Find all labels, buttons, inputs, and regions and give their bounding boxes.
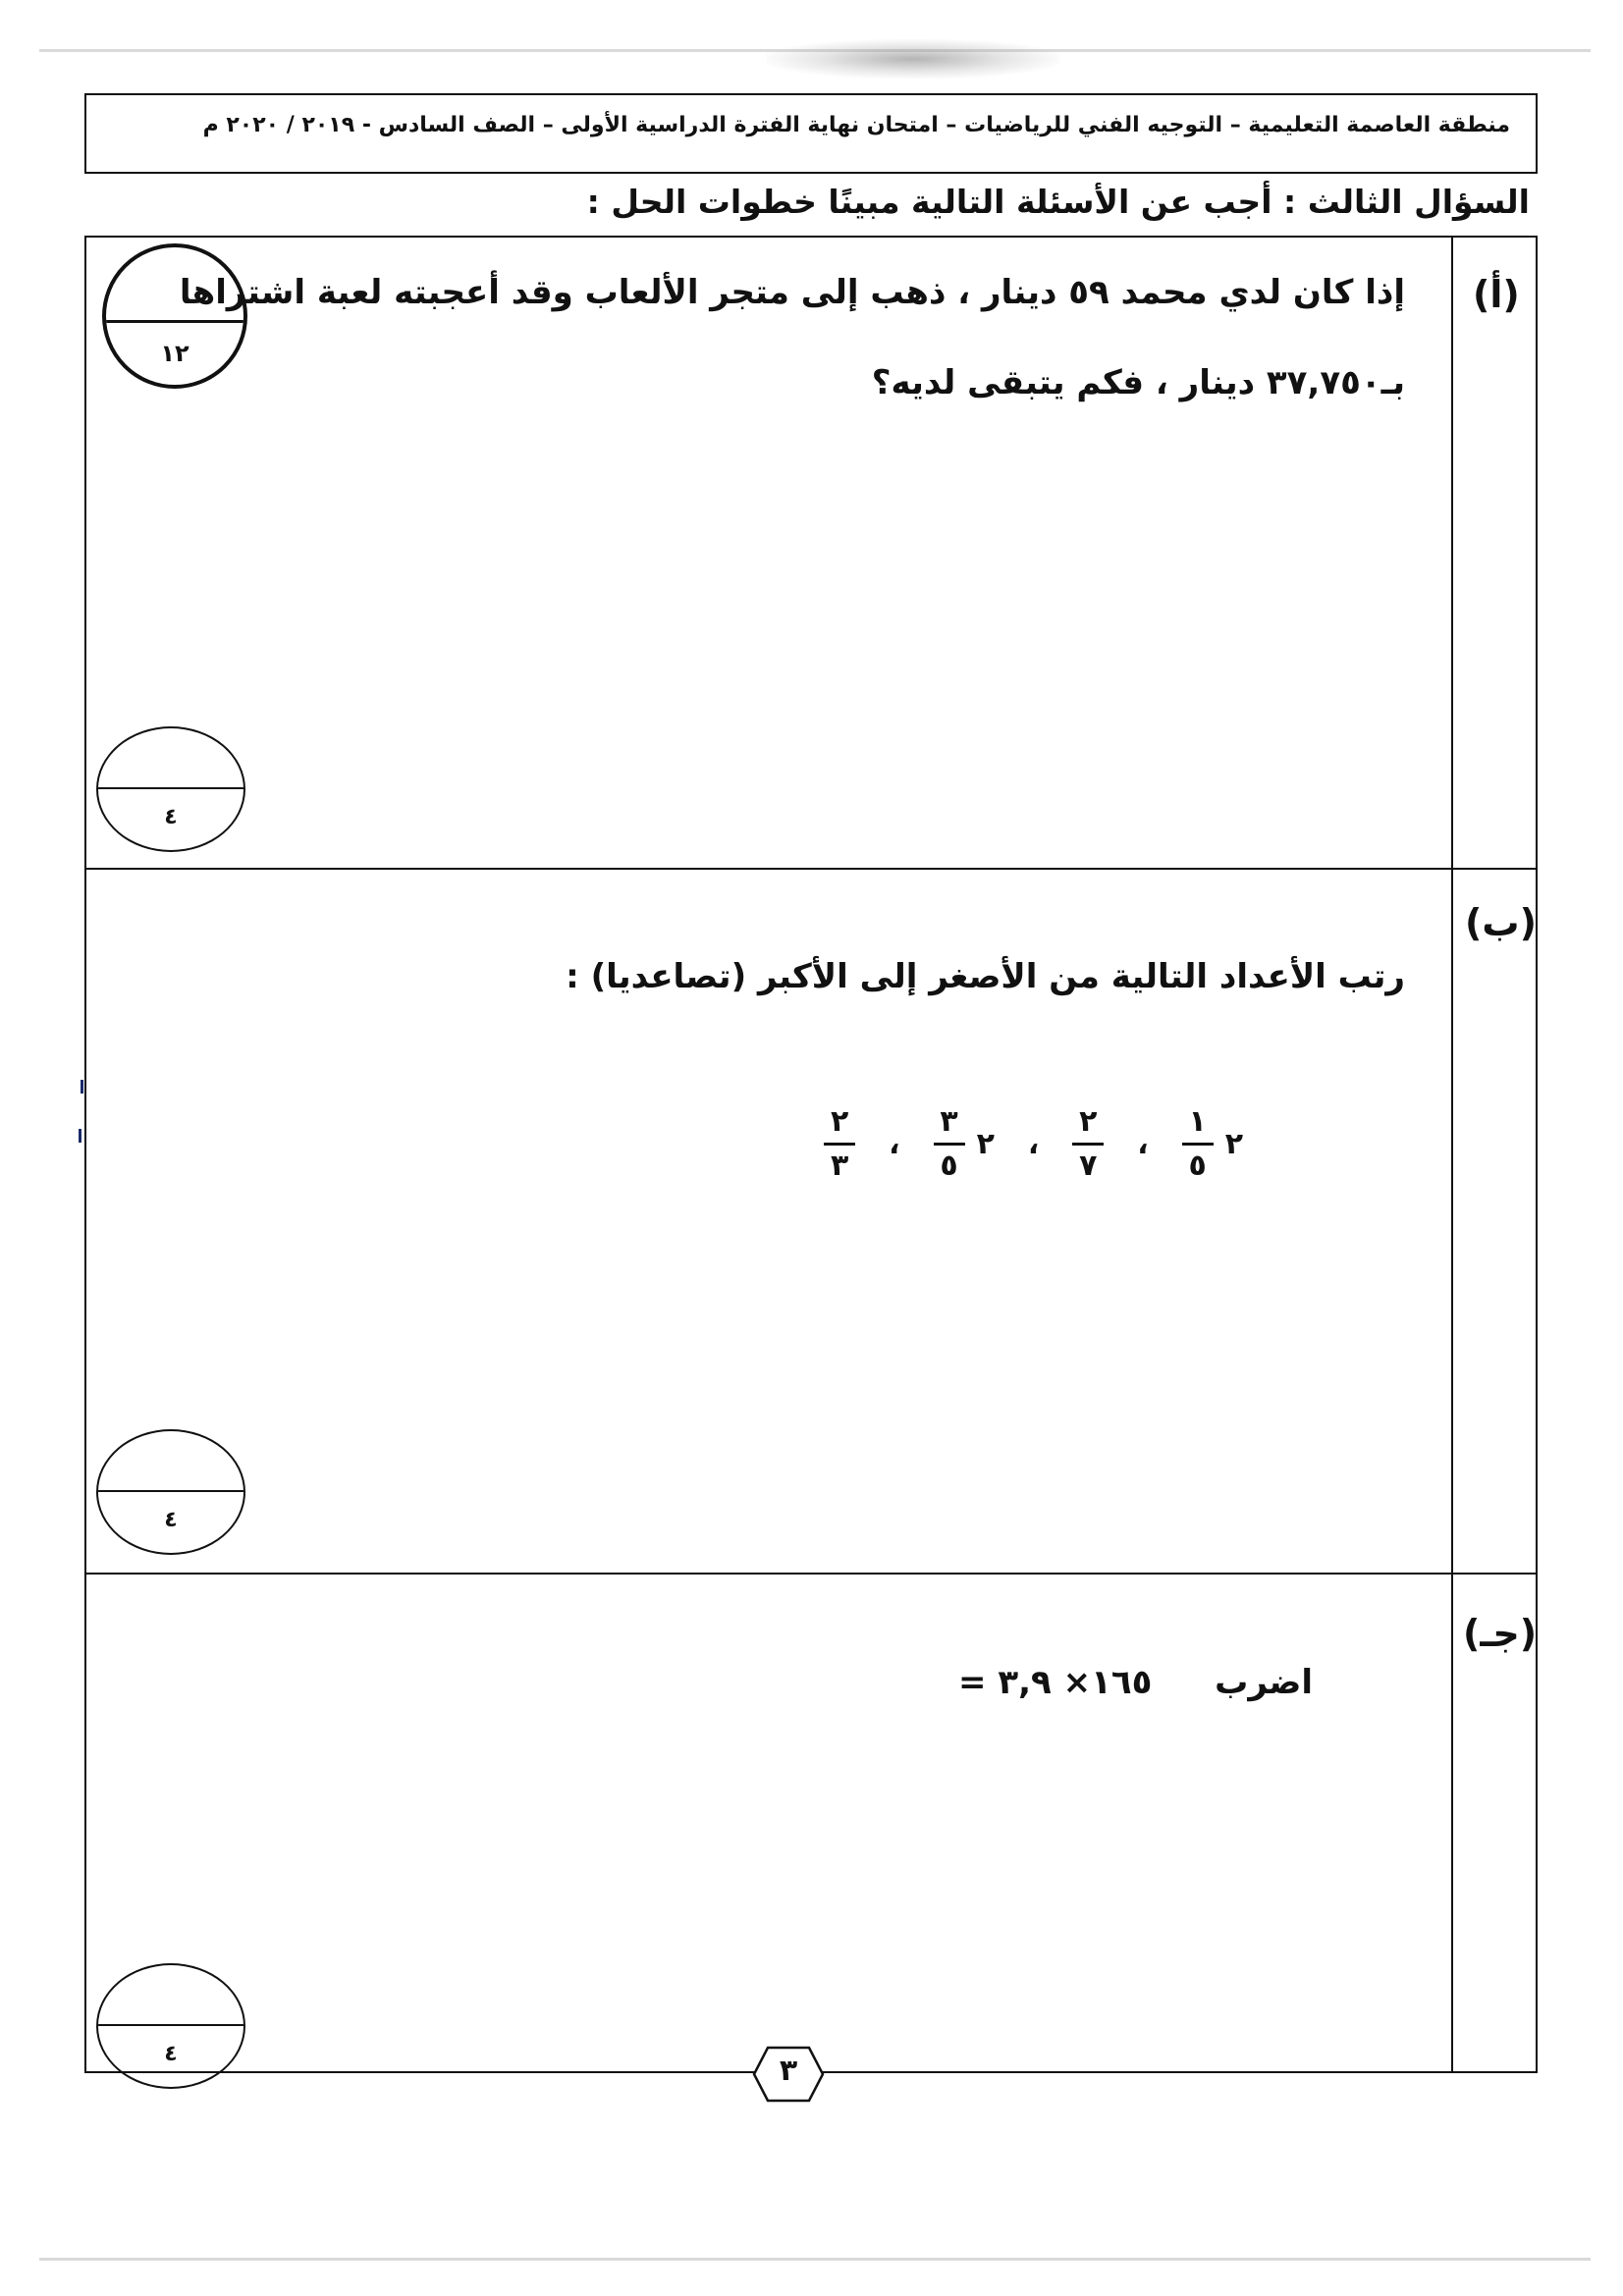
question-a-label: (أ)	[1473, 273, 1520, 316]
denominator: ٥	[1188, 1148, 1207, 1183]
label-column-divider	[1451, 236, 1453, 2073]
score-divider	[98, 2024, 243, 2026]
fraction	[1072, 1103, 1104, 1183]
numerator: ٢	[831, 1103, 849, 1139]
mixed-number-1	[1182, 1103, 1243, 1183]
question-a-line1: إذا كان لدي محمد ٥٩ دينار ، ذهب إلى متجر الألعاب وقد أعجبته لعبة اشتراها	[179, 273, 1405, 312]
section-title: السؤال الثالث : أجب عن الأسئلة التالية مبينًا خطوات الحل :	[586, 183, 1530, 221]
numerator: ٢	[1079, 1103, 1098, 1139]
fraction-bar	[1072, 1143, 1104, 1146]
numerator: ٣	[940, 1103, 958, 1139]
numerator: ١	[1188, 1103, 1207, 1139]
fraction-bar	[824, 1143, 855, 1146]
question-b-label: (ب)	[1465, 901, 1537, 944]
question-c-score-circle	[96, 1963, 245, 2089]
question-c-score: ٤	[164, 2042, 178, 2066]
question-c-verb: اضرب	[1215, 1663, 1313, 1702]
question-b-instruction: رتب الأعداد التالية من الأصغر إلى الأكبر (تصاعديا) :	[566, 957, 1405, 996]
numbers-to-order	[664, 1104, 1243, 1183]
separator: ،	[889, 1126, 900, 1161]
question-c-expression: ١٦٥× ٣,٩ =	[958, 1663, 1153, 1702]
margin-mark	[81, 1080, 83, 1094]
scan-shadow	[766, 39, 1060, 79]
whole-part: ٢	[1224, 1126, 1243, 1161]
question-a-line2: بـ٣٧,٧٥٠ دينار ، فكم يتبقى لديه؟	[871, 363, 1405, 402]
whole-part: ٢	[976, 1126, 995, 1161]
separator: ،	[1137, 1126, 1149, 1161]
fraction	[1182, 1103, 1214, 1183]
score-divider	[98, 1490, 243, 1492]
score-divider	[98, 787, 243, 789]
mixed-number-3	[934, 1103, 995, 1183]
total-score-circle	[102, 243, 247, 389]
denominator: ٥	[940, 1148, 958, 1183]
bottom-rule	[39, 2258, 1591, 2261]
fraction-2	[1072, 1103, 1104, 1183]
fraction	[934, 1103, 965, 1183]
question-b-score-circle	[96, 1429, 245, 1555]
page-number-badge	[752, 2046, 825, 2103]
denominator: ٣	[831, 1148, 849, 1183]
separator: ،	[1027, 1126, 1040, 1161]
fraction-4	[824, 1103, 855, 1183]
question-a-score-circle	[96, 726, 245, 852]
exam-header-box	[84, 93, 1538, 174]
fraction-bar	[1182, 1143, 1214, 1146]
denominator: ٧	[1079, 1148, 1098, 1183]
fraction-bar	[934, 1143, 965, 1146]
question-c-label: (جـ)	[1463, 1612, 1538, 1655]
question-b-score: ٤	[164, 1508, 178, 1532]
score-divider	[106, 320, 243, 323]
exam-header-text: منطقة العاصمة التعليمية – التوجيه الفني للرياضيات – امتحان نهاية الفترة الدراسية الأولى – الصف السادس - ٢٠١٩ / ٢٠٢٠ م	[202, 113, 1510, 137]
fraction	[824, 1103, 855, 1183]
question-a-score: ٤	[164, 805, 178, 829]
question-divider-1	[84, 868, 1538, 870]
margin-mark	[79, 1129, 81, 1143]
page-number: ٣	[779, 2054, 798, 2088]
total-score-value: ١٢	[160, 340, 189, 367]
question-divider-2	[84, 1573, 1538, 1575]
